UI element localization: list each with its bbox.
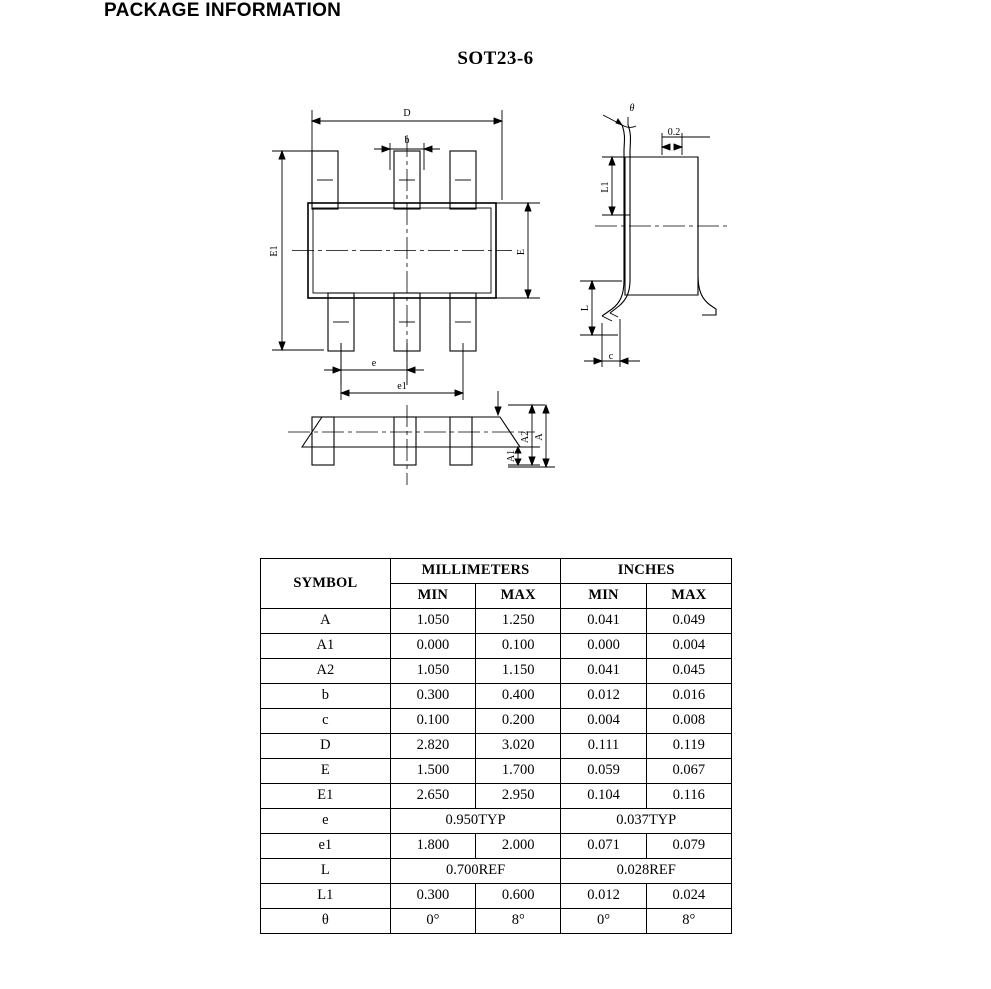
- cell-mm-min: 1.050: [390, 609, 475, 634]
- label-L1: L1: [600, 181, 611, 193]
- side-view-lead-left: [602, 125, 631, 321]
- cell-mm-min: 1.050: [390, 659, 475, 684]
- cell-mm-min: 2.820: [390, 734, 475, 759]
- header-in-min: MIN: [561, 584, 646, 609]
- cell-mm-max: 0.200: [476, 709, 561, 734]
- table-body: [261, 609, 732, 934]
- cell-symbol: c: [261, 709, 391, 734]
- table-row: [261, 759, 732, 784]
- cell-in-min: 0.012: [561, 884, 646, 909]
- cell-symbol: θ: [261, 909, 391, 934]
- cell-mm-min: 0.300: [390, 684, 475, 709]
- label-D: D: [403, 108, 411, 119]
- cell-in-min: 0.059: [561, 759, 646, 784]
- cell-mm-min: 1.800: [390, 834, 475, 859]
- cell-in-max: 0.045: [646, 659, 731, 684]
- header-mm-max: MAX: [476, 584, 561, 609]
- cell-in-max: 0.024: [646, 884, 731, 909]
- header-inches: INCHES: [561, 559, 732, 584]
- cell-in-span: 0.037TYP: [561, 809, 732, 834]
- cell-symbol: L1: [261, 884, 391, 909]
- cell-symbol: e1: [261, 834, 391, 859]
- cell-in-max: 0.119: [646, 734, 731, 759]
- label-A2: A2: [520, 430, 531, 444]
- label-theta: θ: [629, 103, 635, 114]
- table-row: [261, 609, 732, 634]
- label-E: E: [516, 248, 527, 256]
- header-symbol: SYMBOL: [261, 559, 391, 609]
- front-view-top-arrow: [495, 391, 501, 415]
- cell-in-min: 0.000: [561, 634, 646, 659]
- cell-in-max: 0.049: [646, 609, 731, 634]
- cell-in-max: 0.008: [646, 709, 731, 734]
- label-0-2: 0.2: [667, 127, 681, 138]
- cell-symbol: A2: [261, 659, 391, 684]
- top-view-leads-lower: [328, 293, 476, 351]
- table-row: [261, 709, 732, 734]
- cell-mm-max: 1.250: [476, 609, 561, 634]
- table-header-row-1: [261, 559, 732, 584]
- cell-mm-min: 2.650: [390, 784, 475, 809]
- cell-symbol: L: [261, 859, 391, 884]
- label-A: A: [534, 433, 545, 441]
- cell-mm-min: 1.500: [390, 759, 475, 784]
- cell-mm-max: 1.150: [476, 659, 561, 684]
- dimension-theta: [603, 115, 636, 127]
- cell-mm-span: 0.700REF: [390, 859, 561, 884]
- table-row: [261, 784, 732, 809]
- cell-in-span: 0.028REF: [561, 859, 732, 884]
- cell-symbol: A: [261, 609, 391, 634]
- label-A1: A1: [506, 449, 517, 463]
- cell-mm-max: 0.600: [476, 884, 561, 909]
- table-row: [261, 884, 732, 909]
- table-row: [261, 859, 732, 884]
- cell-mm-min: 0.000: [390, 634, 475, 659]
- cell-mm-max: 8°: [476, 909, 561, 934]
- label-E1: E1: [269, 245, 280, 257]
- label-L: L: [580, 304, 591, 312]
- cell-in-min: 0.004: [561, 709, 646, 734]
- cell-in-max: 0.016: [646, 684, 731, 709]
- page-title: PACKAGE INFORMATION: [104, 0, 342, 21]
- cell-in-max: 0.116: [646, 784, 731, 809]
- cell-in-max: 0.004: [646, 634, 731, 659]
- front-view-body: [302, 417, 520, 465]
- side-view-lead-right: [698, 157, 716, 315]
- cell-symbol: A1: [261, 634, 391, 659]
- table-row: [261, 909, 732, 934]
- table-row: [261, 684, 732, 709]
- cell-mm-min: 0.300: [390, 884, 475, 909]
- table-row: [261, 834, 732, 859]
- cell-mm-span: 0.950TYP: [390, 809, 561, 834]
- cell-symbol: b: [261, 684, 391, 709]
- table-row: [261, 659, 732, 684]
- cell-mm-min: 0°: [390, 909, 475, 934]
- label-c: c: [608, 351, 614, 362]
- top-view-leads-upper: [312, 151, 476, 209]
- label-b: b: [404, 135, 410, 146]
- package-drawings: [250, 95, 770, 540]
- cell-in-max: 0.079: [646, 834, 731, 859]
- cell-in-min: 0.071: [561, 834, 646, 859]
- header-in-max: MAX: [646, 584, 731, 609]
- table-row: [261, 809, 732, 834]
- cell-in-min: 0.012: [561, 684, 646, 709]
- header-millimeters: MILLIMETERS: [390, 559, 561, 584]
- dimensions-table: [260, 558, 732, 934]
- cell-mm-max: 2.000: [476, 834, 561, 859]
- header-mm-min: MIN: [390, 584, 475, 609]
- cell-in-max: 0.067: [646, 759, 731, 784]
- package-name-title: SOT23-6: [457, 48, 534, 69]
- cell-symbol: E: [261, 759, 391, 784]
- cell-mm-max: 3.020: [476, 734, 561, 759]
- cell-in-min: 0°: [561, 909, 646, 934]
- cell-mm-min: 0.100: [390, 709, 475, 734]
- cell-symbol: D: [261, 734, 391, 759]
- cell-mm-max: 0.100: [476, 634, 561, 659]
- label-e1: e1: [397, 381, 407, 392]
- cell-mm-max: 0.400: [476, 684, 561, 709]
- cell-in-min: 0.041: [561, 609, 646, 634]
- cell-symbol: E1: [261, 784, 391, 809]
- label-e: e: [371, 358, 377, 369]
- cell-in-max: 8°: [646, 909, 731, 934]
- table-row: [261, 734, 732, 759]
- cell-symbol: e: [261, 809, 391, 834]
- cell-in-min: 0.041: [561, 659, 646, 684]
- table-row: [261, 634, 732, 659]
- cell-mm-max: 1.700: [476, 759, 561, 784]
- cell-in-min: 0.111: [561, 734, 646, 759]
- cell-in-min: 0.104: [561, 784, 646, 809]
- cell-mm-max: 2.950: [476, 784, 561, 809]
